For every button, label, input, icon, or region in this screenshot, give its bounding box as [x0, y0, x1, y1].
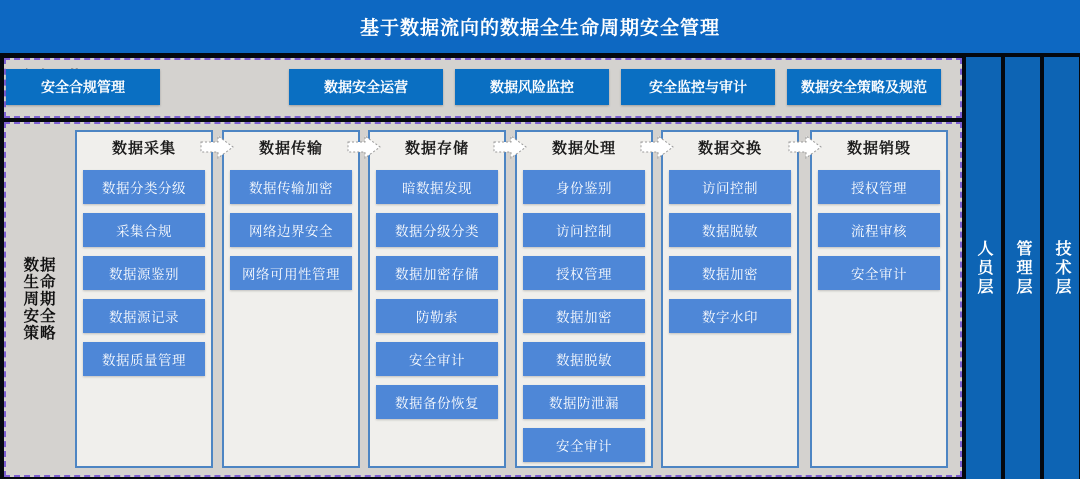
layer-bar-technology-label: 技术层	[1053, 239, 1070, 297]
column-items	[230, 170, 352, 290]
column-header-data-collection: 数据采集	[111, 139, 176, 157]
node-transmission-encryption: 数据传输加密	[230, 170, 352, 204]
column-items	[818, 170, 940, 290]
column-header-data-processing: 数据处理	[551, 139, 616, 157]
lifecycle-policy-label-lines: 数据 生命 周期 安全 策略	[23, 256, 57, 343]
node-access-control: 访问控制	[669, 170, 791, 204]
node-network-availability-management: 网络可用性管理	[230, 256, 352, 290]
column-data-destruction	[810, 130, 948, 468]
node-security-audit: 安全审计	[376, 342, 498, 376]
node-collection-compliance: 采集合规	[83, 213, 205, 247]
node-data-source-recording: 数据源记录	[83, 299, 205, 333]
column-header-data-destruction: 数据销毁	[846, 139, 911, 157]
button-data-risk-monitoring: 数据风险监控	[455, 69, 609, 105]
node-network-boundary-security: 网络边界安全	[230, 213, 352, 247]
column-data-collection	[75, 130, 213, 468]
flow-arrow-icon	[492, 133, 528, 161]
node-security-audit: 安全审计	[523, 428, 645, 462]
layer-bar-personnel-label: 人员层	[975, 239, 992, 297]
button-data-security-operation: 数据安全运营	[289, 69, 443, 105]
node-anti-ransomware: 防勒索	[376, 299, 498, 333]
node-data-classification-grading: 数据分类分级	[83, 170, 205, 204]
layer-bar-management-label: 管理层	[1014, 239, 1031, 297]
lifecycle-policy-label	[6, 124, 74, 475]
node-authorization-management: 授权管理	[523, 256, 645, 290]
lifecycle-policy-panel	[4, 122, 962, 477]
node-data-grading-classification: 数据分级分类	[376, 213, 498, 247]
node-digital-watermark: 数字水印	[669, 299, 791, 333]
column-data-transmission	[222, 130, 360, 468]
column-header-data-exchange: 数据交换	[697, 139, 762, 157]
page-title: 基于数据流向的数据全生命周期安全管理	[359, 18, 720, 39]
node-data-encryption: 数据加密	[669, 256, 791, 290]
layer-bar-personnel	[966, 57, 1001, 479]
column-items	[523, 170, 645, 462]
layer-bar-management	[1005, 57, 1040, 479]
button-data-security-policy-spec: 数据安全策略及规范	[787, 69, 941, 105]
flow-arrow-icon	[639, 133, 675, 161]
column-data-processing	[515, 130, 653, 468]
node-data-source-identification: 数据源鉴别	[83, 256, 205, 290]
node-authorization-management: 授权管理	[818, 170, 940, 204]
node-access-control: 访问控制	[523, 213, 645, 247]
column-header-data-transmission: 数据传输	[258, 139, 323, 157]
layer-bar-technology	[1044, 57, 1079, 479]
title-bar	[0, 0, 1080, 53]
node-data-leak-prevention: 数据防泄漏	[523, 385, 645, 419]
node-dark-data-discovery: 暗数据发现	[376, 170, 498, 204]
flow-arrow-icon	[199, 133, 235, 161]
column-items	[376, 170, 498, 419]
node-backup-recovery: 数据备份恢复	[376, 385, 498, 419]
node-data-masking: 数据脱敏	[669, 213, 791, 247]
button-security-compliance-management: 安全合规管理	[6, 69, 160, 105]
column-items	[669, 170, 791, 333]
node-identity-authentication: 身份鉴别	[523, 170, 645, 204]
node-data-encryption: 数据加密	[523, 299, 645, 333]
node-process-review: 流程审核	[818, 213, 940, 247]
button-security-monitoring-audit: 安全监控与审计	[621, 69, 775, 105]
node-security-audit: 安全审计	[818, 256, 940, 290]
security-operations-panel	[4, 58, 962, 118]
column-header-data-storage: 数据存储	[404, 139, 469, 157]
column-data-storage	[368, 130, 506, 468]
flow-arrow-icon	[787, 133, 823, 161]
node-data-quality-management: 数据质量管理	[83, 342, 205, 376]
flow-arrow-icon	[346, 133, 382, 161]
node-data-masking: 数据脱敏	[523, 342, 645, 376]
column-data-exchange	[661, 130, 799, 468]
node-encrypted-storage: 数据加密存储	[376, 256, 498, 290]
column-items	[83, 170, 205, 376]
